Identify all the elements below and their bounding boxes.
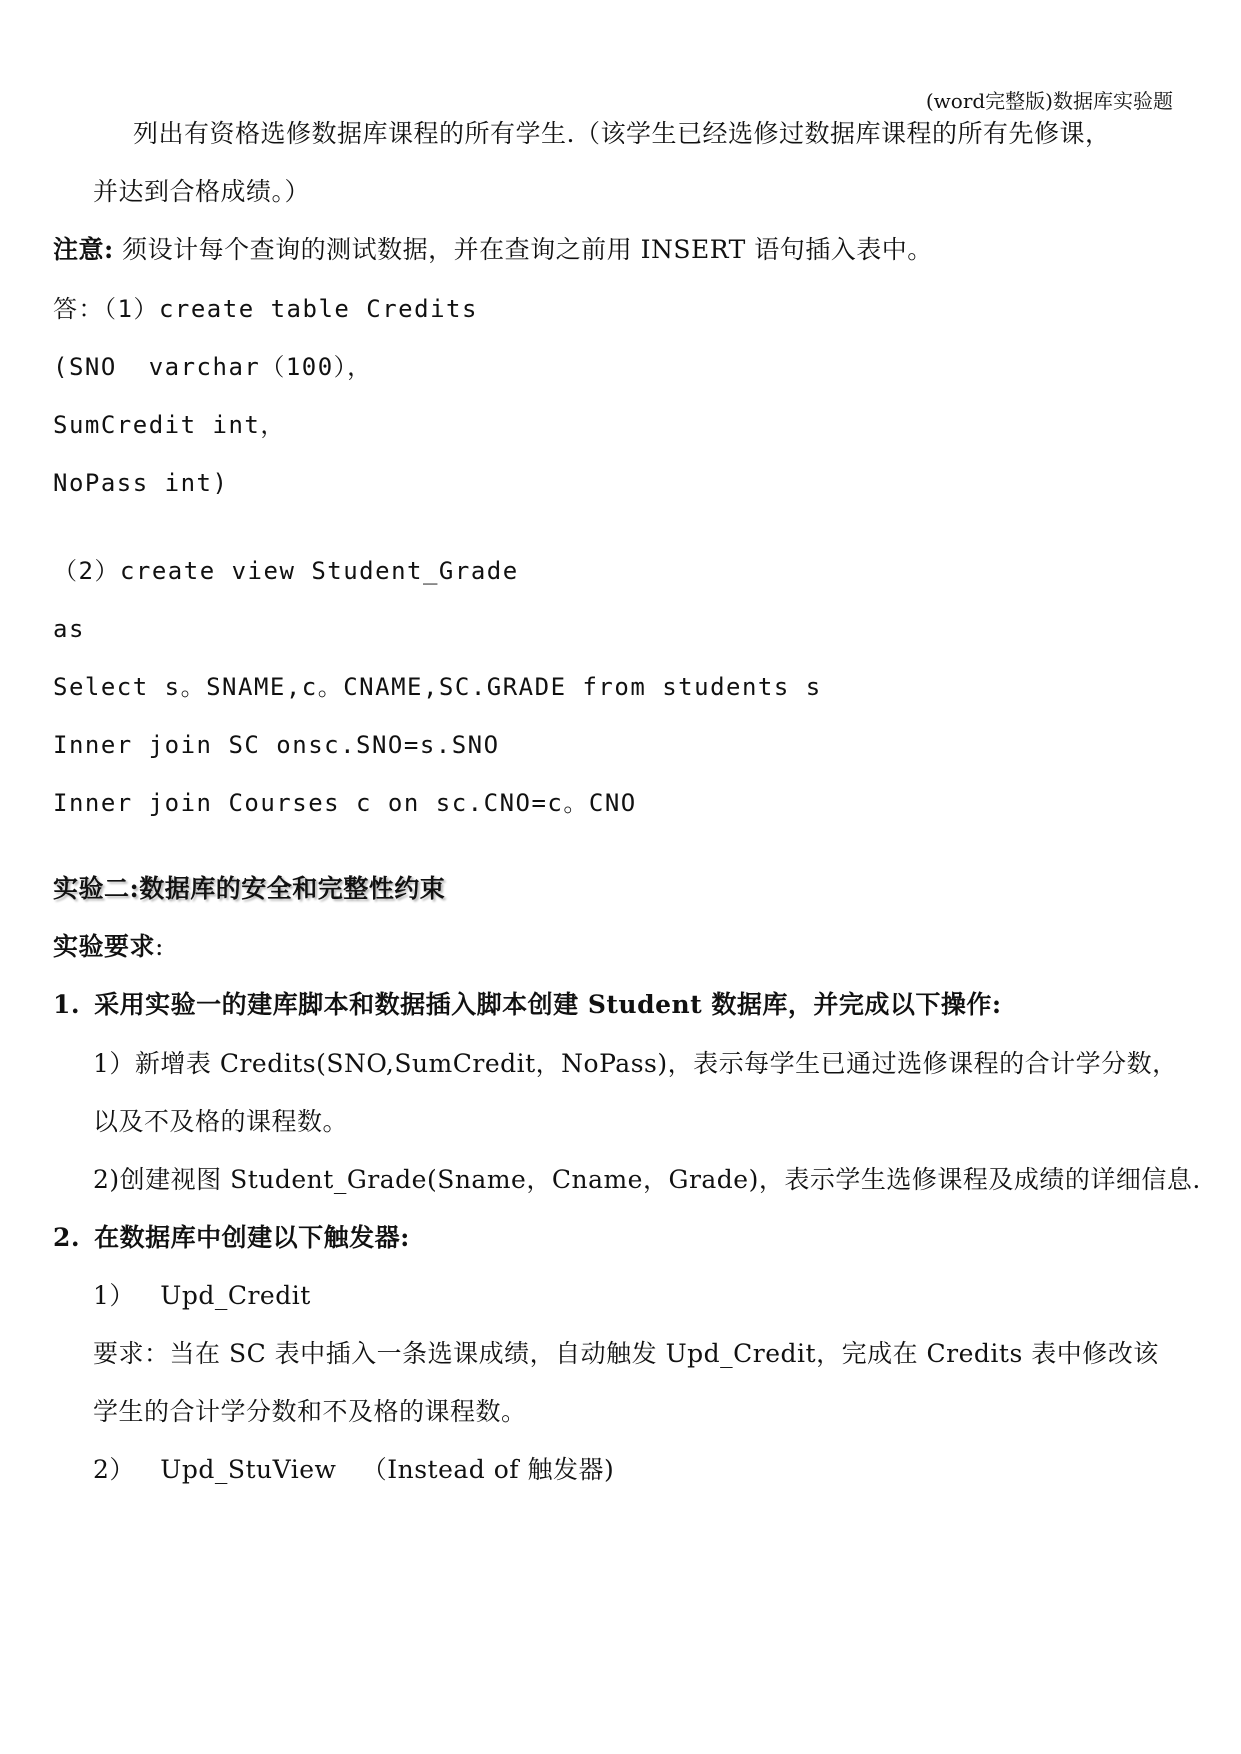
item-1-number: 1.	[53, 990, 81, 1019]
code-create-view: （2）create view Student_Grade	[53, 557, 519, 585]
code-line: (SNO varchar（100），	[53, 353, 373, 381]
item-1	[53, 990, 1002, 1020]
experiment2-title: 实验二:数据库的安全和完整性约束	[53, 874, 446, 903]
code-line: as	[53, 615, 85, 643]
code-line: Inner join SC onsc.SNO=s.SNO	[53, 731, 500, 759]
code-line: Select s。SNAME,c。CNAME,SC.GRADE from students s	[53, 673, 822, 701]
item-2-number: 2.	[53, 1223, 81, 1252]
item-1-sub-1-line-2: 以及不及格的课程数。	[93, 1107, 349, 1136]
requirements-heading	[53, 932, 164, 962]
trigger-1-requirement-line-2: 学生的合计学分数和不及格的课程数。	[93, 1397, 527, 1426]
requirements-colon: :	[155, 932, 164, 961]
code-line: Inner join Courses c on sc.CNO=c。CNO	[53, 789, 637, 817]
page-header: (word完整版)数据库实验题	[925, 89, 1173, 113]
item-1-sub-2: 2)创建视图 Student_Grade(Sname，Cname，Grade)，表示学生选修课程及成绩的详细信息.	[93, 1165, 1201, 1194]
item-2-text: 在数据库中创建以下触发器:	[94, 1223, 410, 1252]
intro-line-2: 并达到合格成绩。）	[93, 177, 311, 206]
code-line: SumCredit int，	[53, 411, 286, 439]
item-1-sub-1-line-1: 1）新增表 Credits(SNO,SumCredit，NoPass)，表示每学生已通过选修课程的合计学分数，	[93, 1049, 1178, 1078]
trigger-2: 2） Upd_StuView （Instead of 触发器)	[93, 1455, 615, 1484]
code-create-table: （1）create table Credits	[104, 295, 478, 323]
item-2	[53, 1223, 410, 1253]
note-label: 注意:	[53, 235, 114, 264]
trigger-1: 1） Upd_Credit	[93, 1281, 311, 1310]
answer-line-1	[53, 294, 478, 324]
trigger-1-requirement-line-1: 要求：当在 SC 表中插入一条选课成绩，自动触发 Upd_Credit，完成在 Credits 表中修改该	[93, 1339, 1159, 1368]
note-text: 须设计每个查询的测试数据，并在查询之前用 INSERT 语句插入表中。	[113, 235, 933, 264]
answer-label: 答：	[53, 295, 104, 323]
code-line: NoPass int)	[53, 469, 229, 497]
item-1-text: 采用实验一的建库脚本和数据插入脚本创建 Student 数据库，并完成以下操作:	[94, 990, 1002, 1019]
intro-line-1: 列出有资格选修数据库课程的所有学生.（该学生已经选修过数据库课程的所有先修课，	[133, 119, 1111, 148]
note-paragraph	[53, 235, 933, 265]
requirements-label: 实验要求	[53, 932, 156, 961]
